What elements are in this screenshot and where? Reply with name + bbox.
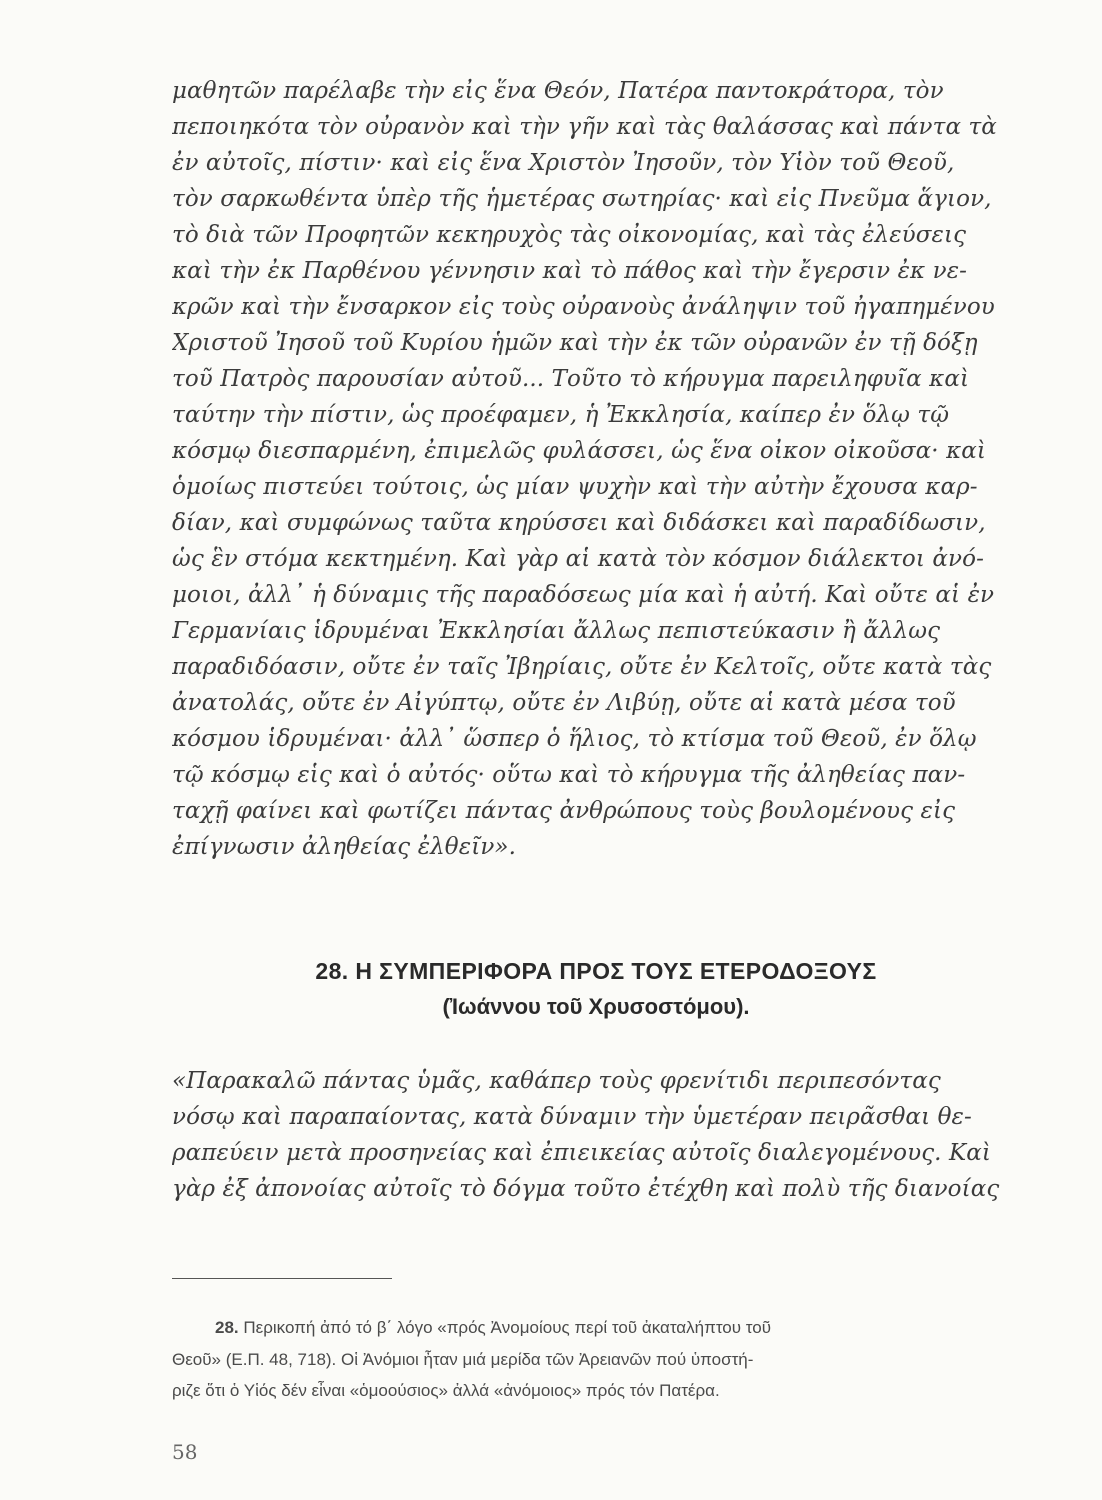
body-line: τῷ κόσμῳ εἷς καὶ ὁ αὐτός· οὕτω καὶ τὸ κήρυγμα τῆς ἀληθείας παν- — [172, 762, 966, 788]
body-line: ἐν αὐτοῖς, πίστιν· καὶ εἰς ἕνα Χριστὸν Ἰησοῦν, τὸν Υἱὸν τοῦ Θεοῦ, — [172, 150, 955, 176]
footnote-line: Θεοῦ» (Ε.Π. 48, 718). Οἱ Ἀνόμιοι ἦταν μιά μερίδα τῶν Ἀρειανῶν πού ὑποστή- — [172, 1350, 754, 1369]
section-title: 28. Η ΣΥΜΠΕΡΙΦΟΡΑ ΠΡΟΣ ΤΟΥΣ ΕΤΕΡΟΔΟΞΟΥΣ — [315, 958, 877, 984]
body-line: τὸ διὰ τῶν Προφητῶν κεκηρυχὸς τὰς οἰκονομίας, καὶ τὰς ἐλεύσεις — [172, 222, 967, 248]
body-line: κόσμῳ διεσπαρμένη, ἐπιμελῶς φυλάσσει, ὡς ἕνα οἶκον οἰκοῦσα· καὶ — [172, 438, 987, 464]
body-line: ἐπίγνωσιν ἀληθείας ἐλθεῖν». — [172, 834, 516, 860]
body-line: πεποιηκότα τὸν οὐρανὸν καὶ τὴν γῆν καὶ τὰς θαλάσσας καὶ πάντα τὰ — [172, 114, 997, 140]
body-line: τὸν σαρκωθέντα ὑπὲρ τῆς ἡμετέρας σωτηρίας· καὶ εἰς Πνεῦμα ἅγιον, — [172, 186, 992, 212]
section-subtitle: (Ἰωάννου τοῦ Χρυσοστόμου). — [442, 994, 750, 1019]
section-line: «Παρακαλῶ πάντας ὑμᾶς, καθάπερ τοὺς φρενίτιδι περιπεσόντας — [172, 1068, 941, 1094]
body-line: Γερμανίαις ἱδρυμέναι Ἐκκλησίαι ἄλλως πεπιστεύκασιν ἢ ἄλλως — [172, 618, 941, 644]
page-number: 58 — [172, 1440, 198, 1464]
body-line: μαθητῶν παρέλαβε τὴν εἰς ἕνα Θεόν, Πατέρα παντοκράτορα, τὸν — [172, 78, 944, 104]
body-line: ἀνατολάς, οὔτε ἐν Αἰγύπτῳ, οὔτε ἐν Λιβύῃ, οὔτε αἱ κατὰ μέσα τοῦ — [172, 690, 956, 716]
body-line: κόσμου ἱδρυμέναι· ἀλλ᾿ ὥσπερ ὁ ἥλιος, τὸ κτίσμα τοῦ Θεοῦ, ἐν ὅλῳ — [172, 726, 977, 752]
footnote-line: ριζε ὅτι ὁ Υἱός δέν εἶναι «ὁμοούσιος» ἀλλά «ἀνόμοιος» πρός τόν Πατέρα. — [172, 1381, 720, 1400]
body-line: καὶ τὴν ἐκ Παρθένου γέννησιν καὶ τὸ πάθος καὶ τὴν ἔγερσιν ἐκ νε- — [172, 258, 968, 284]
footnote-line — [215, 1318, 1035, 1338]
body-line: τοῦ Πατρὸς παρουσίαν αὐτοῦ... Τοῦτο τὸ κήρυγμα παρειληφυῖα καὶ — [172, 366, 970, 392]
body-line: Χριστοῦ Ἰησοῦ τοῦ Κυρίου ἡμῶν καὶ τὴν ἐκ τῶν οὐρανῶν ἐν τῇ δόξῃ — [172, 330, 978, 356]
body-line: δίαν, καὶ συμφώνως ταῦτα κηρύσσει καὶ διδάσκει καὶ παραδίδωσιν, — [172, 510, 986, 536]
body-line: ταύτην τὴν πίστιν, ὡς προέφαμεν, ἡ Ἐκκλησία, καίπερ ἐν ὅλῳ τῷ — [172, 402, 950, 428]
footnote-divider — [172, 1278, 392, 1279]
footnote-number: 28. — [215, 1318, 239, 1337]
section-line: ραπεύειν μετὰ προσηνείας καὶ ἐπιεικείας αὐτοῖς διαλεγομένους. Καὶ — [172, 1140, 992, 1166]
body-line: κρῶν καὶ τὴν ἔνσαρκον εἰς τοὺς οὐρανοὺς ἀνάληψιν τοῦ ἠγαπημένου — [172, 294, 995, 320]
body-line: ταχῇ φαίνει καὶ φωτίζει πάντας ἀνθρώπους τοὺς βουλομένους εἰς — [172, 798, 956, 824]
section-line: νόσῳ καὶ παραπαίοντας, κατὰ δύναμιν τὴν ὑμετέραν πειρᾶσθαι θε- — [172, 1104, 972, 1130]
body-line: μοιοι, ἀλλ᾿ ἡ δύναμις τῆς παραδόσεως μία καὶ ἡ αὐτή. Καὶ οὔτε αἱ ἐν — [172, 582, 995, 608]
body-line: ὁμοίως πιστεύει τούτοις, ὡς μίαν ψυχὴν καὶ τὴν αὐτὴν ἔχουσα καρ- — [172, 474, 978, 500]
body-line: παραδιδόασιν, οὔτε ἐν ταῖς Ἰβηρίαις, οὔτε ἐν Κελτοῖς, οὔτε κατὰ τὰς — [172, 654, 992, 680]
section-line: γὰρ ἐξ ἀπονοίας αὐτοῖς τὸ δόγμα τοῦτο ἐτέχθη καὶ πολὺ τῆς διανοίας — [172, 1176, 1000, 1202]
body-line: ὡς ἓν στόμα κεκτημένη. Καὶ γὰρ αἱ κατὰ τὸν κόσμον διάλεκτοι ἀνό- — [172, 546, 984, 572]
footnote-text: Περικοπή ἀπό τό β΄ λόγο «πρός Ἀνομοίους περί τοῦ ἀκαταλήπτου τοῦ — [238, 1318, 771, 1337]
